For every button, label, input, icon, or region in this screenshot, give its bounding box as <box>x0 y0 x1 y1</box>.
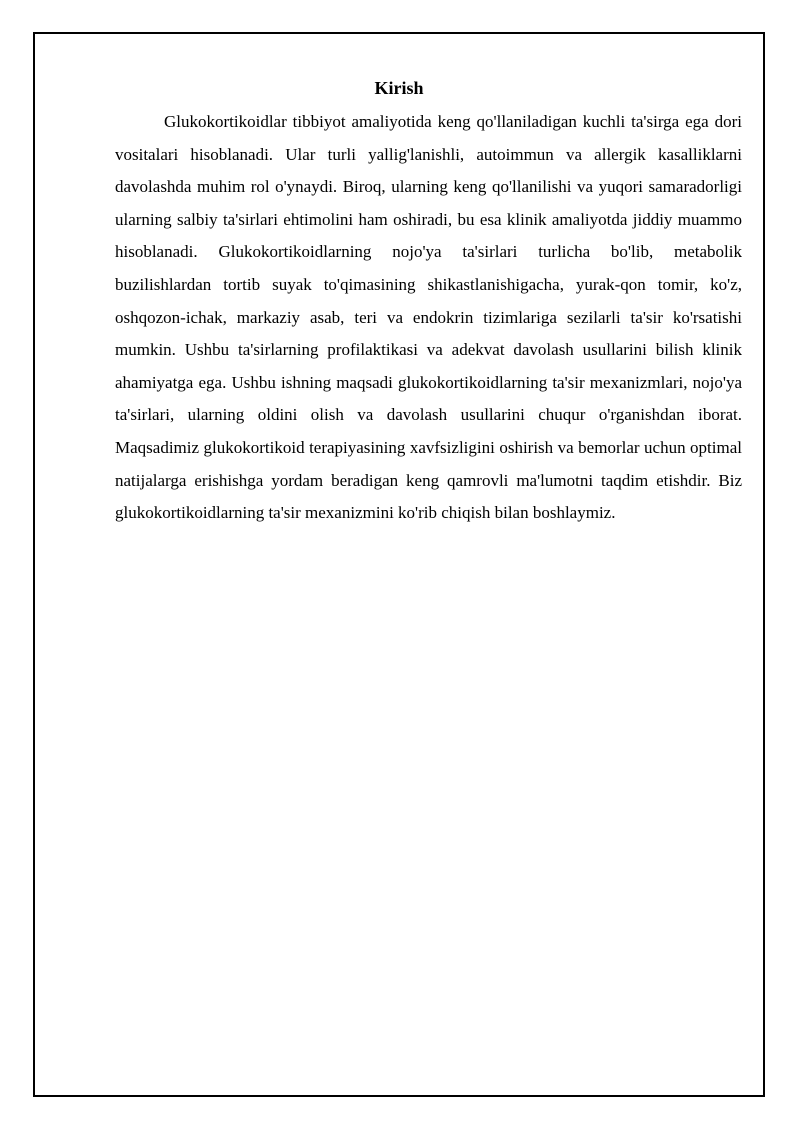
body-paragraph: Glukokortikoidlar tibbiyot amaliyotida keng qo'llaniladigan kuchli ta'sirga ega dori vositalari hisoblanadi. Ular turli yallig'lanishli, autoimmun va allergik kasalliklarni davolashda muhim rol o'ynaydi. Biroq, ularning keng qo'llanilishi va yuqori samaradorligi ularning salbiy ta'sirlari ehtimolini ham oshiradi, bu esa klinik amaliyotda jiddiy muammo hisoblanadi. Glukokortikoidlarning nojo'ya ta'sirlari turlicha bo'lib, metabolik buzilishlardan tortib suyak to'qimasining shikastlanishigacha, yurak-qon tomir, ko'z, oshqozon-ichak, markaziy asab, teri va endokrin tizimlariga sezilarli ta'sir ko'rsatishi mumkin. Ushbu ta'sirlarning profilaktikasi va adekvat davolash usullarini bilish klinik ahamiyatga ega. Ushbu ishning maqsadi glukokortikoidlarning ta'sir mexanizmlari, nojo'ya ta'sirlari, ularning oldini olish va davolash usullarini chuqur o'rganishdan iborat. Maqsadimiz glukokortikoid terapiyasining xavfsizligini oshirish va bemorlar uchun optimal natijalarga erishishga yordam beradigan keng qamrovli ma'lumotni taqdim etishdir. Biz glukokortikoidlarning ta'sir mexanizmini ko'rib chiqish bilan boshlaymiz. <box>115 112 742 523</box>
section-heading: Kirish <box>374 78 424 98</box>
